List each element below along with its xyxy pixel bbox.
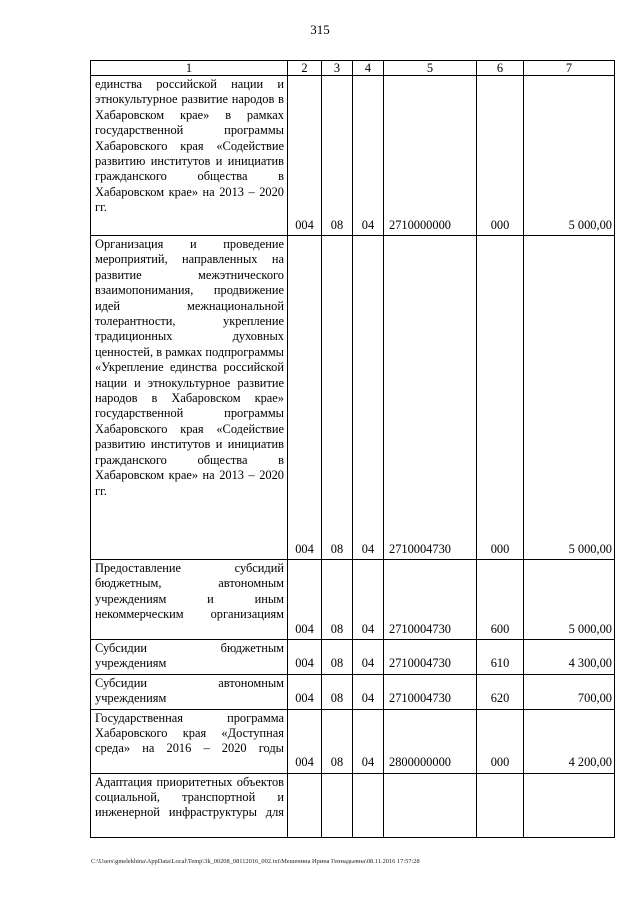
cell-subsection: 04 xyxy=(353,709,384,773)
cell-ministry-code: 004 xyxy=(288,560,322,640)
table-row xyxy=(91,236,615,560)
file-path-footer: C:\Users\gmelekhina\AppData\Local\Temp\3k_00208_08112016_002.txt\Мешенина Ирина Геннадьевна\08.11.2016 17:57:28 xyxy=(91,858,420,865)
cell-amount: 5 000,00 xyxy=(524,76,615,236)
cell-section: 08 xyxy=(322,674,353,709)
cell-section: 08 xyxy=(322,76,353,236)
row-name: единства российской нации и этнокультурное развитие народов в Хабаровском крае» в рамках государственной программы Хабаровского края «Содействие развитию институтов и инициатив гражданского общества в Хабаровском крае» на 2013 – 2020 гг. xyxy=(91,76,288,236)
cell-amount: 5 000,00 xyxy=(524,236,615,560)
row-name: Адаптация приоритетных объектов социальной, транспортной и инженерной инфраструктуры для xyxy=(91,773,288,837)
cell-expense-type xyxy=(477,773,524,837)
column-header: 4 xyxy=(353,61,384,76)
cell-ministry-code: 004 xyxy=(288,236,322,560)
cell-target-article: 2710004730 xyxy=(384,560,477,640)
page-number: 315 xyxy=(310,22,330,37)
table-row xyxy=(91,709,615,773)
budget-table xyxy=(90,60,615,838)
table-row xyxy=(91,560,615,640)
column-header: 5 xyxy=(384,61,477,76)
cell-amount: 5 000,00 xyxy=(524,560,615,640)
cell-ministry-code xyxy=(288,773,322,837)
cell-section: 08 xyxy=(322,709,353,773)
table-row xyxy=(91,674,615,709)
column-header: 3 xyxy=(322,61,353,76)
cell-section: 08 xyxy=(322,640,353,675)
cell-expense-type: 000 xyxy=(477,709,524,773)
cell-ministry-code: 004 xyxy=(288,76,322,236)
cell-expense-type: 600 xyxy=(477,560,524,640)
cell-subsection xyxy=(353,773,384,837)
cell-ministry-code: 004 xyxy=(288,674,322,709)
cell-target-article: 2800000000 xyxy=(384,709,477,773)
table-row xyxy=(91,640,615,675)
cell-ministry-code: 004 xyxy=(288,640,322,675)
cell-subsection: 04 xyxy=(353,674,384,709)
cell-target-article: 2710004730 xyxy=(384,640,477,675)
cell-subsection: 04 xyxy=(353,640,384,675)
cell-section xyxy=(322,773,353,837)
cell-amount: 4 300,00 xyxy=(524,640,615,675)
cell-target-article xyxy=(384,773,477,837)
column-header: 7 xyxy=(524,61,615,76)
cell-expense-type: 000 xyxy=(477,76,524,236)
row-name: Предоставление субсидий бюджетным, автономным учреждениям и иным некоммерческим организациям xyxy=(91,560,288,640)
cell-target-article: 2710004730 xyxy=(384,674,477,709)
row-name: Субсидии автономным учреждениям xyxy=(91,674,288,709)
cell-expense-type: 000 xyxy=(477,236,524,560)
row-name: Субсидии бюджетным учреждениям xyxy=(91,640,288,675)
column-header: 6 xyxy=(477,61,524,76)
cell-amount: 700,00 xyxy=(524,674,615,709)
column-header: 1 xyxy=(91,61,288,76)
cell-amount: 4 200,00 xyxy=(524,709,615,773)
cell-section: 08 xyxy=(322,236,353,560)
cell-subsection: 04 xyxy=(353,560,384,640)
row-name: Организация и проведение мероприятий, направленных на развитие межэтнического взаимопонимания, продвижение идей межнациональной толерантности, укрепление традиционных духовных ценностей, в рамках подпрограммы «Укрепление единства российской нации и этнокультурное развитие народов в Хабаровском крае» государственной программы Хабаровского края «Содействие развитию институтов и инициатив гражданского общества в Хабаровском крае» на 2013 – 2020 гг. xyxy=(91,236,288,560)
cell-expense-type: 620 xyxy=(477,674,524,709)
cell-ministry-code: 004 xyxy=(288,709,322,773)
table-row xyxy=(91,76,615,236)
cell-target-article: 2710004730 xyxy=(384,236,477,560)
cell-expense-type: 610 xyxy=(477,640,524,675)
column-header: 2 xyxy=(288,61,322,76)
cell-section: 08 xyxy=(322,560,353,640)
table-header-row xyxy=(91,61,615,76)
cell-subsection: 04 xyxy=(353,236,384,560)
table-row xyxy=(91,773,615,837)
row-name: Государственная программа Хабаровского края «Доступная среда» на 2016 – 2020 годы xyxy=(91,709,288,773)
cell-amount xyxy=(524,773,615,837)
cell-target-article: 2710000000 xyxy=(384,76,477,236)
cell-subsection: 04 xyxy=(353,76,384,236)
